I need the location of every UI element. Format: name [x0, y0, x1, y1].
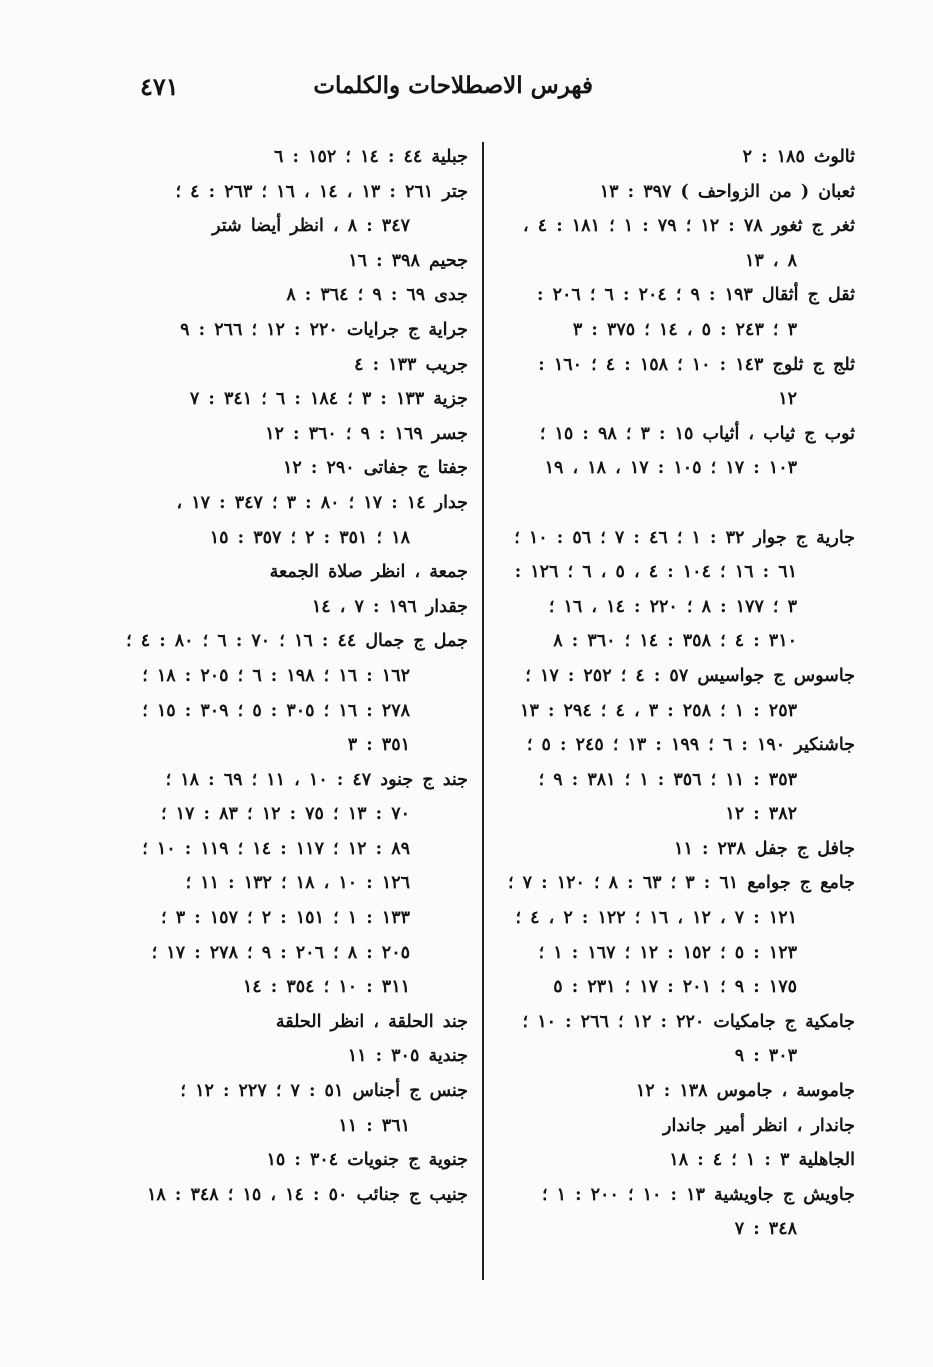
- index-entry: جافل ج جفل ٢٣٨ : ١١: [674, 838, 855, 859]
- index-entry: جارية ج جوار ٣٢ : ١ ؛ ٤٦ : ٧ ؛ ٥٦ : ١٠ ؛: [514, 527, 855, 548]
- column-divider: [482, 142, 484, 1280]
- index-entry: جنوية ج جنويات ٣٠٤ : ١٥: [266, 1150, 468, 1171]
- index-entry-continuation: ٨ ، ١٣: [744, 250, 797, 271]
- index-entry: [499, 486, 855, 521]
- index-entry: جريب ١٣٣ : ٤: [354, 354, 468, 375]
- index-entry-continuation: ٧٠ : ١٣ ؛ ٧٥ : ١٢ ؛ ٨٣ : ١٧ ؛: [161, 804, 410, 825]
- index-entry-continuation: ١٢٦ : ١٠ ، ١٨ ؛ ١٣٢ : ١١ ؛: [185, 873, 410, 894]
- index-entry: جاسوس ج جواسيس ٥٧ : ٤ ؛ ٢٥٢ : ١٧ ؛: [525, 665, 855, 686]
- index-entry-continuation: ٢٠٥ : ٨ ؛ ٢٠٦ : ٩ ؛ ٢٧٨ : ١٧ ؛: [151, 942, 410, 963]
- index-entry: جحيم ٣٩٨ : ١٦: [348, 250, 468, 271]
- page-header: [140, 72, 853, 112]
- index-entry-continuation: ١٢٣ : ٥ ؛ ١٥٢ : ١٢ ؛ ١٦٧ : ١ ؛: [538, 942, 797, 963]
- index-entry: جدار ١٤ : ١٧ ؛ ٨٠ : ٣ ؛ ٣٤٧ : ١٧ ،: [176, 492, 468, 513]
- index-entry: جدى ٦٩ : ٩ ؛ ٣٦٤ : ٨: [286, 285, 468, 306]
- index-entry-continuation: ٣٨٢ : ١٢: [725, 804, 797, 825]
- index-entry: ثلج ج ثلوج ١٤٣ : ١٠ ؛ ١٥٨ : ٤ ؛ ١٦٠ :: [538, 354, 855, 375]
- index-entry-continuation: ٢٧٨ : ١٦ ؛ ٣٠٥ : ٥ ؛ ٣٠٩ : ١٥ ؛: [142, 700, 410, 721]
- index-entry: ثالوث ١٨٥ : ٢: [742, 147, 855, 167]
- index-entry-continuation: ٣٥٣ : ١١ ؛ ٣٥٦ : ١ ؛ ٣٨١ : ٩ ؛: [538, 769, 797, 790]
- index-entry: جامكية ج جامكيات ٢٢٠ : ١٢ ؛ ٢٦٦ : ١٠ ؛: [522, 1011, 855, 1032]
- index-entry-continuation: ١٢١ : ٧ ، ١٢ ، ١٦ ؛ ١٢٢ : ٢ ، ٤ ؛: [515, 908, 797, 929]
- index-entry: جاويش ج جاويشية ١٣ : ١٠ ؛ ٢٠٠ : ١ ؛: [541, 1184, 855, 1205]
- index-entry-continuation: ٢٥٣ : ١ ؛ ٢٥٨ : ٣ ، ٤ ؛ ٢٩٤ : ١٣: [520, 700, 797, 721]
- index-entry-continuation: ١٠٣ : ١٧ ؛ ١٠٥ : ١٧ ، ١٨ ، ١٩: [544, 458, 797, 479]
- index-entry-continuation: ٣٠٣ : ٩: [734, 1046, 797, 1067]
- page-number: ٤٧١: [140, 72, 179, 101]
- index-entry: جقدار ١٩٦ : ٧ ، ١٤: [311, 596, 468, 617]
- running-title: فهرس الاصطلاحات والكلمات: [313, 72, 593, 99]
- index-entry-continuation: ٣٦١ : ١١: [338, 1115, 410, 1136]
- index-entry: جاندار ، انظر أمير جاندار: [663, 1115, 855, 1136]
- index-entry-continuation: ٣٥١ : ٣: [347, 735, 410, 756]
- index-entry: جبلية ٤٤ : ١٤ ؛ ١٥٢ : ٦: [274, 147, 468, 167]
- index-entry: جامع ج جوامع ٦١ : ٣ ؛ ٦٣ : ٨ ؛ ١٢٠ : ٧ ؛: [508, 873, 855, 894]
- index-entry-continuation: ٣١١ : ١٠ ؛ ٣٥٤ : ١٤: [242, 977, 410, 998]
- index-entry: ثغر ج ثغور ٧٨ : ١٢ ؛ ٧٩ : ١ ؛ ١٨١ : ٤ ،: [522, 216, 855, 237]
- index-entry: جنس ج أجناس ٥١ : ٧ ؛ ٢٢٧ : ١٢ ؛: [180, 1081, 468, 1102]
- index-column-right: [499, 140, 855, 1247]
- index-entry-continuation: ١٣٣ : ١ ؛ ١٥١ : ٢ ؛ ١٥٧ : ٣ ؛: [161, 908, 410, 929]
- index-entry-continuation: ٣ ؛ ٢٤٣ : ٥ ، ١٤ ؛ ٣٧٥ : ٣: [572, 319, 797, 340]
- index-entry: جاموسة ، جاموس ١٣٨ : ١٢: [635, 1081, 855, 1102]
- index-entry: جمعة ، انظر صلاة الجمعة: [269, 562, 468, 583]
- index-entry: جنيب ج جنائب ٥٠ : ١٤ ، ١٥ ؛ ٣٤٨ : ١٨: [147, 1184, 468, 1205]
- index-entry: جفتا ج جفاتى ٢٩٠ : ١٢: [283, 458, 468, 479]
- index-entry: جمل ج جمال ٤٤ : ١٦ ؛ ٧٠ : ٦ ؛ ٨٠ : ٤ ؛: [126, 631, 468, 652]
- index-entry-continuation: ٣ ؛ ١٧٧ : ٨ ؛ ٢٢٠ : ١٤ ، ١٦ ؛: [548, 596, 797, 617]
- index-entry: ثعبان ( من الزواحف ) ٣٩٧ : ١٣: [599, 181, 855, 202]
- index-entry: جتر ٢٦١ : ١٣ ، ١٤ ، ١٦ ؛ ٢٦٣ : ٤ ؛: [175, 181, 468, 202]
- index-entry-continuation: ١٦٢ : ١٦ ؛ ١٩٨ : ٦ ؛ ٢٠٥ : ١٨ ؛: [142, 665, 410, 686]
- index-entry: ثوب ج ثياب ، أثياب ١٥ : ٣ ؛ ٩٨ : ١٥ ؛: [539, 423, 855, 444]
- index-entry-continuation: ٦١ : ١٦ ؛ ١٠٤ : ٤ ، ٥ ، ٦ ؛ ١٢٦ :: [514, 562, 797, 583]
- index-entry-continuation: ١٨ ؛ ٣٥١ : ٢ ؛ ٣٥٧ : ١٥: [209, 527, 410, 548]
- index-entry-continuation: ٣٤٨ : ٧: [734, 1219, 797, 1240]
- index-entry-continuation: ١٧٥ : ٩ ؛ ٢٠١ : ١٧ ؛ ٢٣١ : ٥: [553, 977, 797, 998]
- index-entry: ثقل ج أثقال ١٩٣ : ٩ ؛ ٢٠٤ : ٦ ؛ ٢٠٦ :: [537, 285, 855, 306]
- index-entry: جند الحلقة ، انظر الحلقة: [275, 1011, 468, 1032]
- index-entry: جاشنكير ١٩٠ : ٦ ؛ ١٩٩ : ١٣ ؛ ٢٤٥ : ٥ ؛: [526, 735, 855, 756]
- index-entry-continuation: ٣١٠ : ٤ ؛ ٣٥٨ : ١٤ ؛ ٣٦٠ : ٨: [553, 631, 797, 652]
- index-entry-continuation: ٨٩ : ١٢ ؛ ١١٧ : ١٤ ؛ ١١٩ : ١٠ ؛: [142, 838, 410, 859]
- index-entry: جند ج جنود ٤٧ : ١٠ ، ١١ ؛ ٦٩ : ١٨ ؛: [165, 769, 468, 790]
- index-entry: جزية ١٣٣ : ٣ ؛ ١٨٤ : ٦ ؛ ٣٤١ : ٧: [189, 389, 468, 410]
- index-entry-continuation: ٣٤٧ : ٨ ، انظر أيضا شتر: [212, 216, 410, 237]
- index-entry: الجاهلية ٣ : ١ ؛ ٤ : ١٨: [669, 1150, 855, 1171]
- index-entry: جراية ج جرايات ٢٢٠ : ١٢ ؛ ٢٦٦ : ٩: [180, 319, 468, 340]
- index-entry: جندية ٣٠٥ : ١١: [347, 1046, 468, 1067]
- index-entry: جسر ١٦٩ : ٩ ؛ ٣٦٠ : ١٢: [265, 423, 468, 444]
- index-entry-continuation: ١٢: [778, 389, 797, 410]
- index-column-left: [108, 140, 468, 1212]
